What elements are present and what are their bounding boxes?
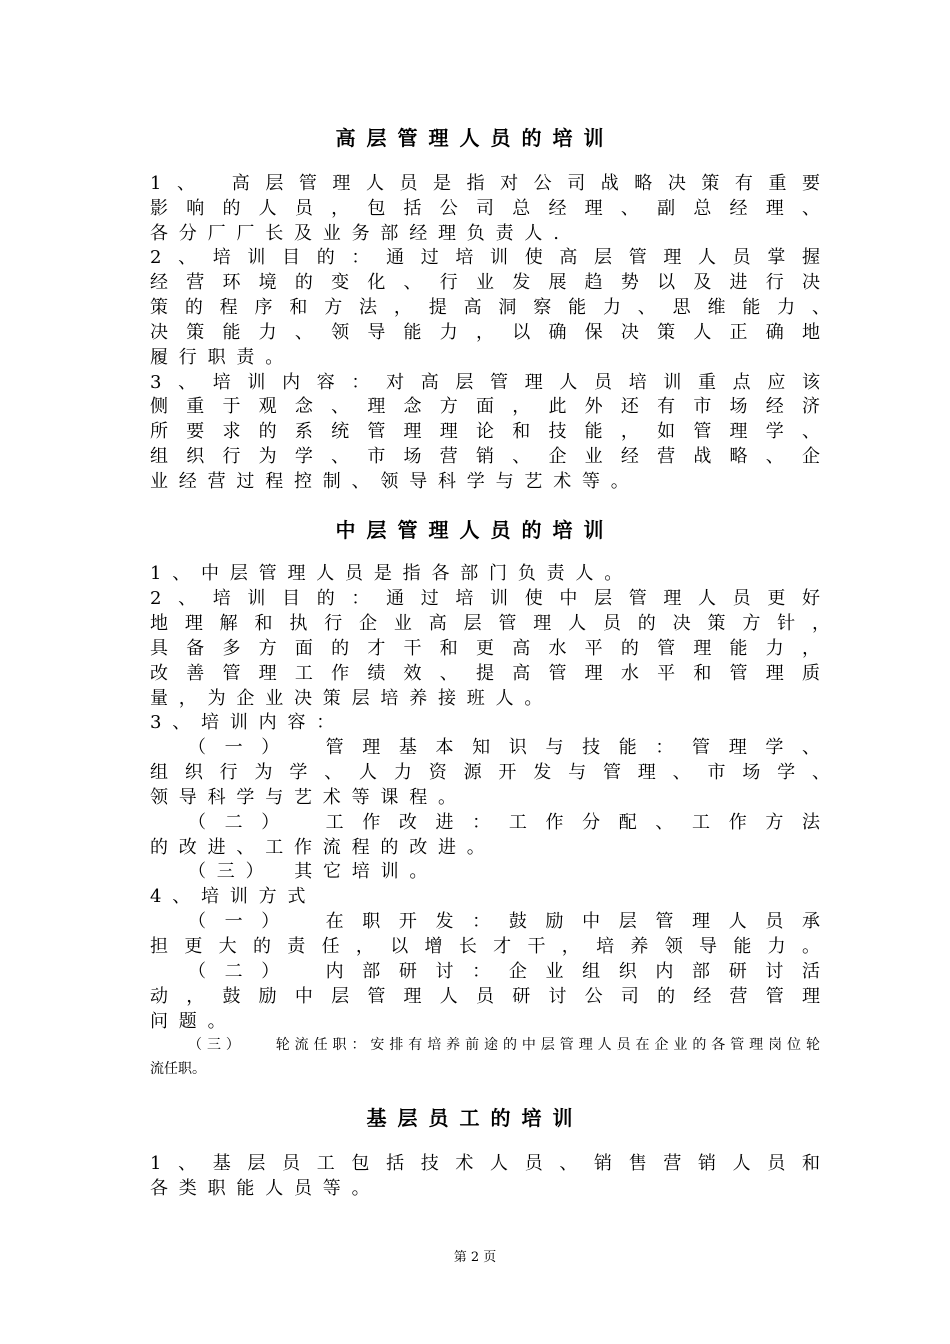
text-line: 各分厂厂长及业务部经理负责人. xyxy=(150,223,570,244)
text-line: 所要求的系统管理理论和技能，如管理学、 xyxy=(150,421,820,442)
text-line: 影响的人员，包括公司总经理、副总经理、 xyxy=(150,198,820,219)
text-line: 经营环境的变化、行业发展趋势以及进行决 xyxy=(150,272,820,293)
section-title-basic: 基层员工的培训 xyxy=(366,1106,584,1130)
section-title-senior: 高层管理人员的培训 xyxy=(335,126,615,150)
text-line: 量，为企业决策层培养接班人。 xyxy=(150,688,554,709)
text-line: 1、基层员工包括技术人员、销售营销人员和 xyxy=(150,1153,820,1174)
text-line: 4、培训方式 xyxy=(150,886,317,907)
text-line: 担更大的责任，以增长才干，培养领导能力。 xyxy=(150,936,820,957)
text-line: （三） 轮流任职：安排有培养前途的中层管理人员在企业的各管理岗位轮 xyxy=(188,1037,820,1053)
text-line: 1、中层管理人员是指各部门负责人。 xyxy=(150,563,634,584)
text-line: 履行职责。 xyxy=(150,347,294,368)
text-line: （二） 工作改进：工作分配、工作方法 xyxy=(188,812,820,833)
text-line: 3、培训内容：对高层管理人员培训重点应该 xyxy=(150,372,820,393)
text-line: （二） 内部研讨：企业组织内部研讨活 xyxy=(188,961,820,982)
text-line: 具备多方面的才干和更高水平的管理能力， xyxy=(150,638,820,659)
text-line: 各类职能人员等。 xyxy=(150,1178,381,1199)
text-line: 决策能力、领导能力，以确保决策人正确地 xyxy=(150,322,820,343)
text-line: 1、 高层管理人员是指对公司战略决策有重要 xyxy=(150,173,820,194)
text-line: 改善管理工作绩效、提高管理水平和管理质 xyxy=(150,663,820,684)
text-line: 流任职。 xyxy=(150,1061,206,1077)
text-line: 业经营过程控制、领导科学与艺术等。 xyxy=(150,471,640,492)
text-line: 地理解和执行企业高层管理人员的决策方针， xyxy=(150,613,830,634)
text-line: 3、培训内容： xyxy=(150,712,346,733)
section-title-middle: 中层管理人员的培训 xyxy=(335,518,615,542)
text-line: 策的程序和方法，提高洞察能力、思维能力、 xyxy=(150,297,830,318)
text-line: 问题。 xyxy=(150,1011,237,1032)
text-line: 2、培训目的：通过培训使高层管理人员掌握 xyxy=(150,247,820,268)
page-number: 第 2 页 xyxy=(453,1250,497,1265)
text-line: （三） 其它培训。 xyxy=(188,861,439,882)
text-line: 2、培训目的：通过培训使中层管理人员更好 xyxy=(150,588,820,609)
text-line: 组织行为学、人力资源开发与管理、市场学、 xyxy=(150,762,830,783)
text-line: （一） 在职开发：鼓励中层管理人员承 xyxy=(188,911,820,932)
text-line: 的改进、工作流程的改进。 xyxy=(150,837,496,858)
text-line: 动，鼓励中层管理人员研讨公司的经营管理 xyxy=(150,986,820,1007)
text-line: 组织行为学、市场营销、企业经营战略、企 xyxy=(150,446,820,467)
text-line: 侧重于观念、理念方面，此外还有市场经济 xyxy=(150,396,820,417)
text-line: 领导科学与艺术等课程。 xyxy=(150,787,467,808)
text-line: （一） 管理基本知识与技能：管理学、 xyxy=(188,737,820,758)
